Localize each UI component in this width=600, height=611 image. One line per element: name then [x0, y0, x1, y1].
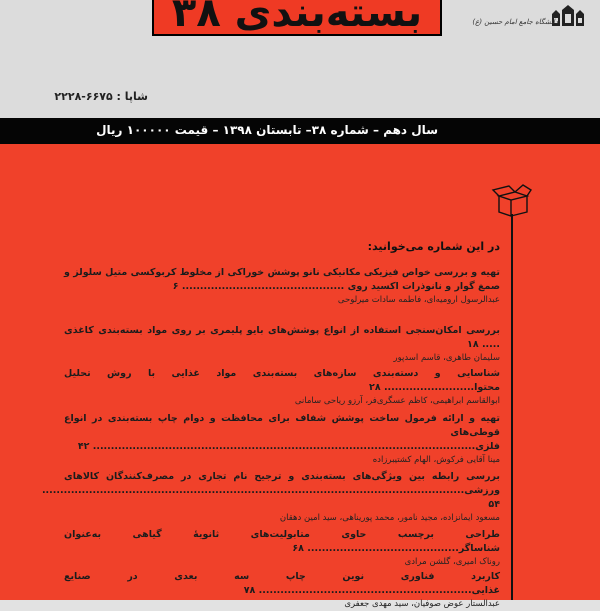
- page-number: ۵۴: [488, 499, 500, 510]
- issue-info-text: سال دهم – شماره ۳۸– تابستان ۱۳۹۸ – قیمت ۱۰۰۰۰۰ ریال: [96, 123, 438, 137]
- article-authors: مینا آقایی فرکوش، الهام کشتیبرزاده: [372, 455, 500, 465]
- university-name: دانشگاه جامع امام حسین (ع): [472, 18, 558, 26]
- page-number: ۴۲: [77, 441, 90, 452]
- article-authors: عبدالستار عوض صوفیان، سید مهدی جعفری: [344, 599, 500, 609]
- journal-logo-text: بسته‌بندی ۳۸: [171, 0, 423, 36]
- toc-entry: [64, 528, 500, 569]
- article-title: شناسایی و دسته‌بندی سازه‌های بسته‌بندی مواد غذایی با روش تحلیل محتوا......................... ۲۸: [64, 368, 500, 393]
- toc-entry: [64, 324, 500, 365]
- page-number: ۲۸: [369, 382, 381, 393]
- article-title: تهیه و بررسی خواص فیزیکی مکانیکی نانو پوشش خوراکی از مخلوط کربوکسی متیل سلولز و صمغ گوار و نانوذرات اکسید روی ............................................. ۶: [64, 267, 500, 292]
- toc-entry: [64, 412, 500, 467]
- university-emblem: [472, 4, 588, 34]
- article-authors: سلیمان طاهری، قاسم اسدپور: [393, 353, 500, 363]
- article-title: تهیه و ارائه فرمول ساخت پوشش شفاف برای محافظت و دوام چاپ بسته‌بندی در انواع قوطی‌های فلزی.......................................................................................................... ۴۲: [64, 413, 500, 452]
- vertical-divider: [511, 214, 513, 600]
- page-number: ۷۸: [243, 585, 256, 596]
- page-number: ۶: [172, 281, 179, 292]
- toc-entry: [64, 570, 500, 611]
- toc-entry: [64, 367, 500, 408]
- toc-entry: [64, 266, 500, 307]
- article-authors: عبدالرسول ارومیه‌ای، فاطمه سادات میرلوحی: [337, 295, 500, 305]
- journal-logo: [152, 0, 442, 36]
- toc-heading: در این شماره می‌خوانید:: [367, 240, 500, 253]
- issn-label: شاپا : ۶۶۷۵-۲۲۲۸: [54, 90, 148, 103]
- article-authors: روناک امیری، گلشن مرادی: [404, 557, 500, 567]
- article-authors: مسعود ایمانزاده، مجید نامور، محمد پوریناهی، سید امین دهقان: [279, 513, 500, 523]
- cover-header: [0, 0, 600, 118]
- toc-entry: [41, 470, 500, 525]
- article-authors: ابوالقاسم ابراهیمی، کاظم عسگری‌فر، آرزو ریاحی سامانی: [294, 396, 500, 406]
- page-number: ۶۸: [292, 543, 304, 554]
- article-title: کاربرد فناوری نوین چاپ سه بعدی در صنایع غذایی........................................................... ۷۸: [64, 571, 500, 596]
- article-title: بررسی رابطه بین ویژگی‌های بسته‌بندی و ترجیح نام تجاری در مصرف‌کنندگان کالاهای ورزشی..................................................................................................................... ۵۴: [41, 471, 500, 510]
- issue-info-band: [0, 118, 600, 144]
- article-title: طراحی برچسب حاوی متابولیت‌های ثانویهٔ گیاهی به‌عنوان شناساگر.......................................... ۶۸: [64, 529, 500, 554]
- page-number: ۱۸: [467, 339, 479, 350]
- article-title: بررسی امکان‌سنجی استفاده از انواع پوشش‌های بایو پلیمری بر روی مواد بسته‌بندی کاغذی ..... ۱۸: [64, 325, 500, 350]
